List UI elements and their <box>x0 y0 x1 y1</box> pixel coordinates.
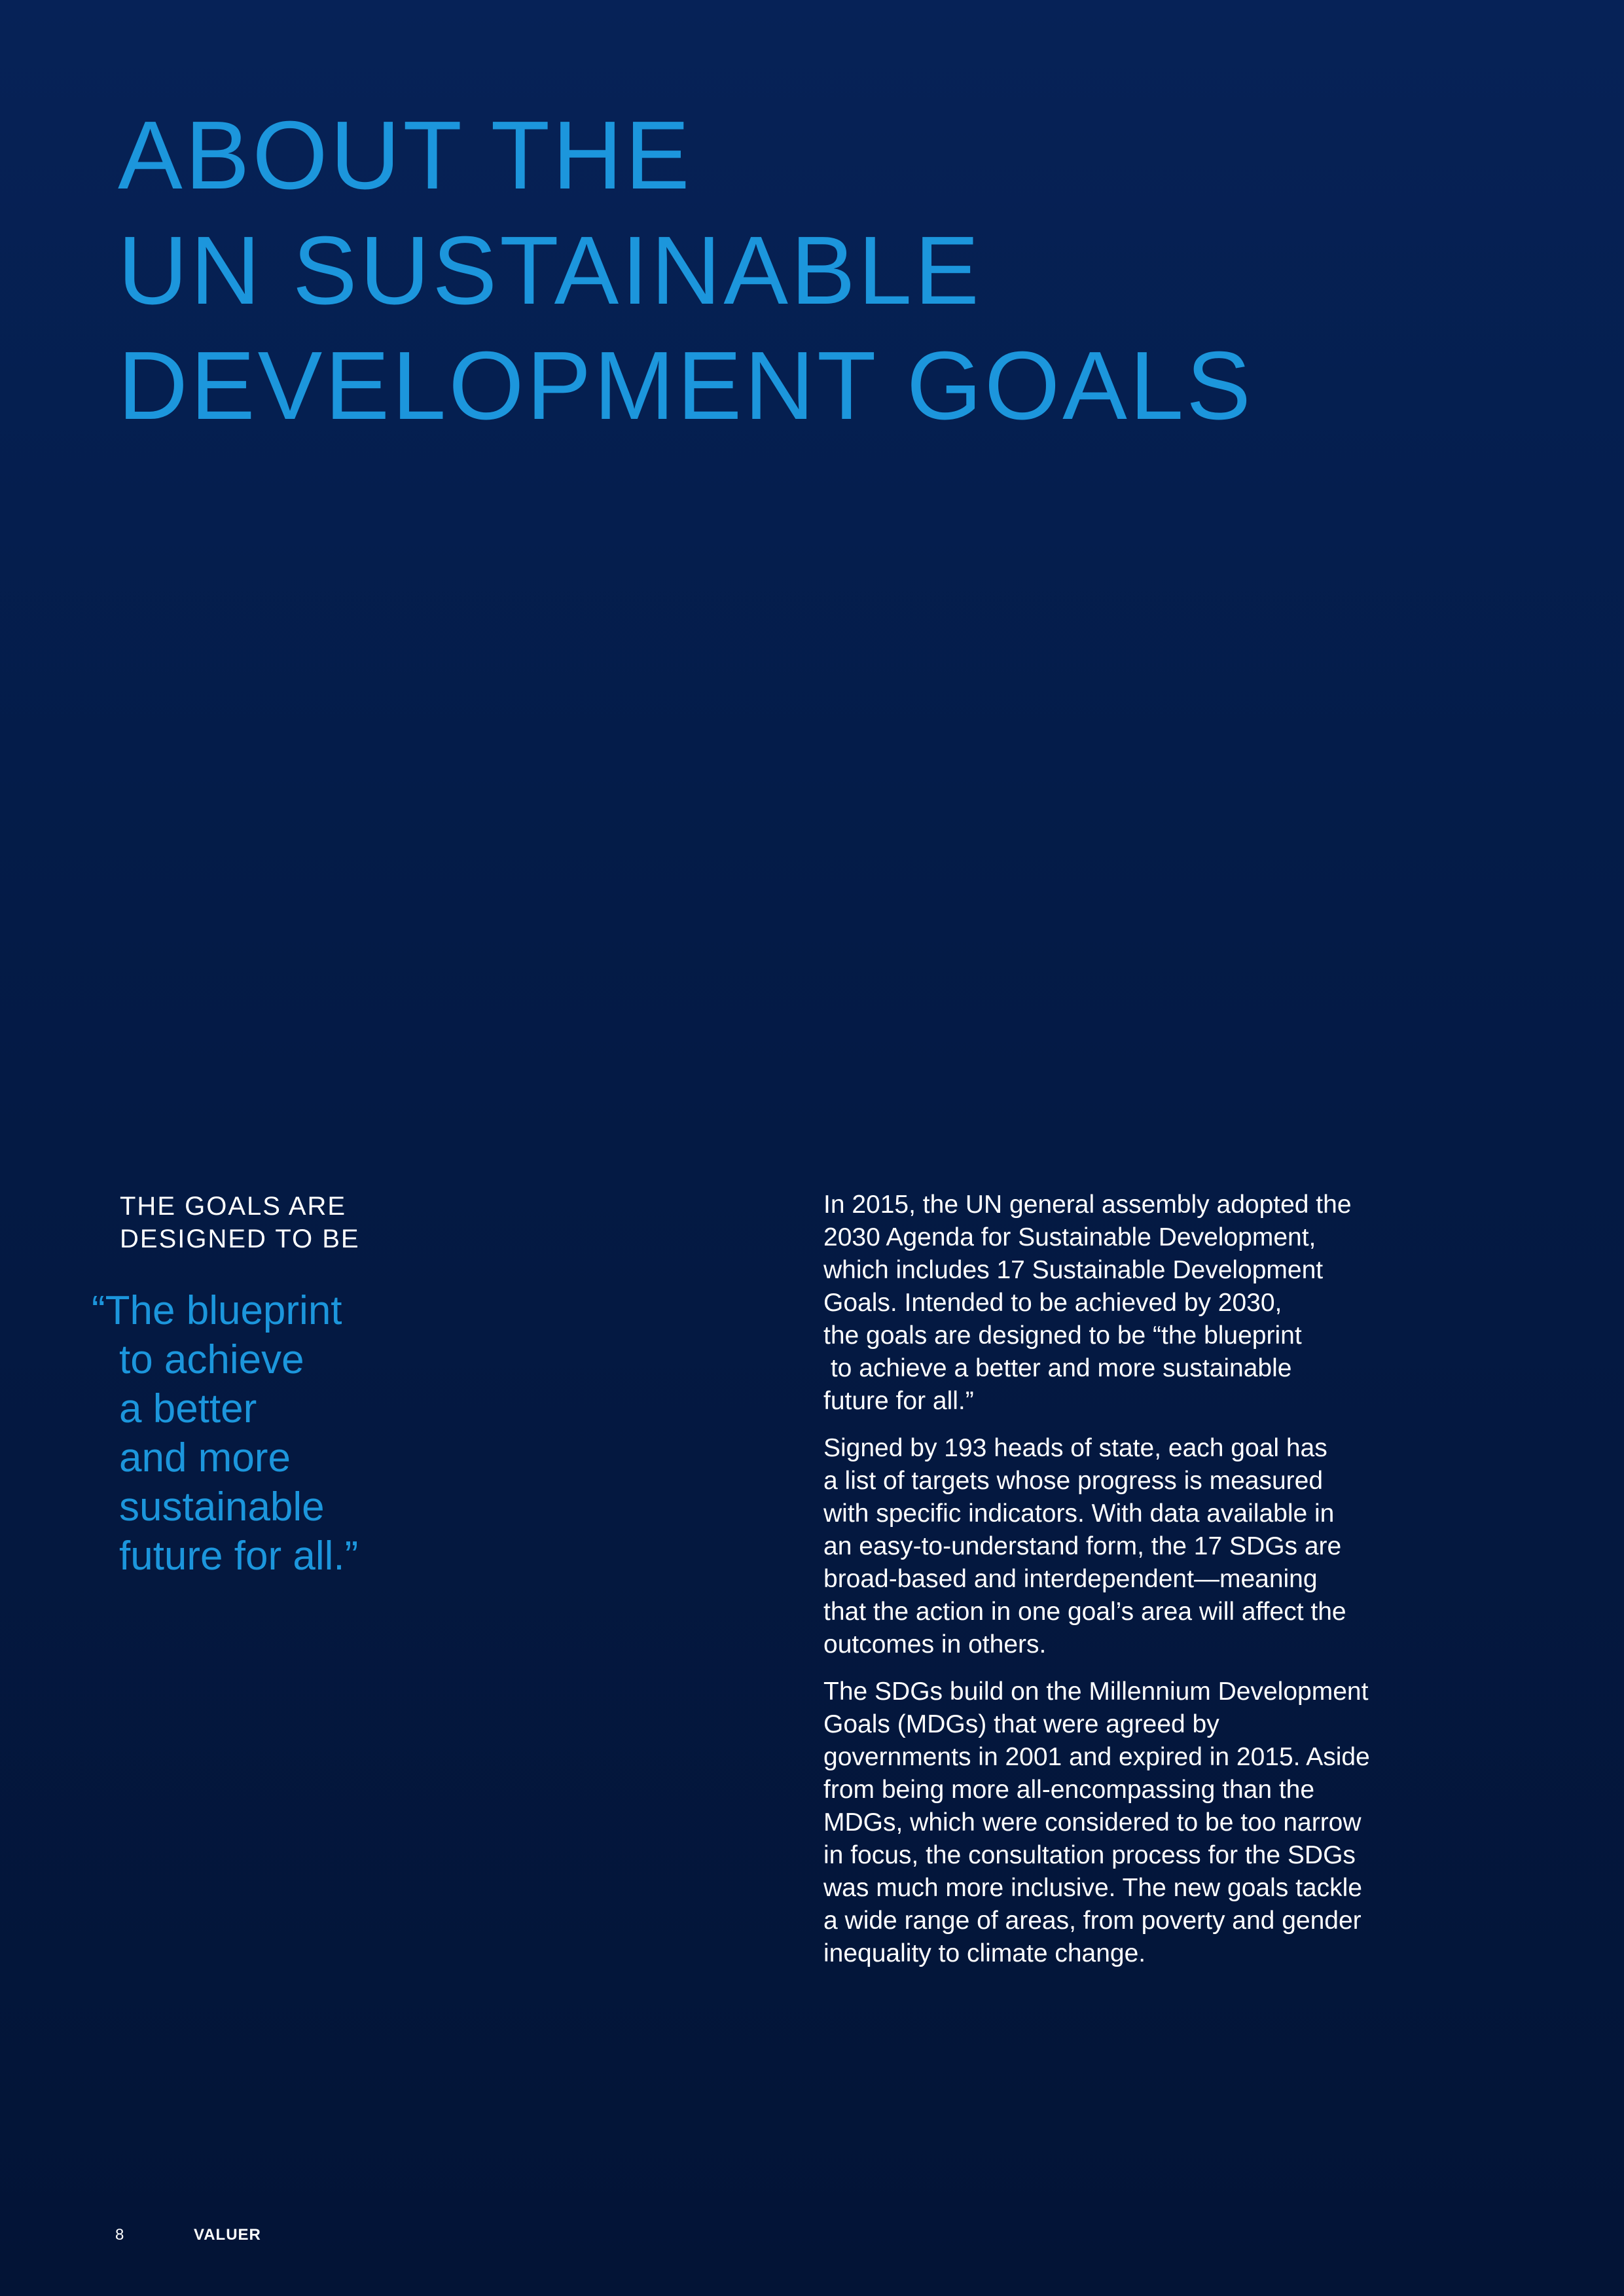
body-line: to achieve a better and more sustainable <box>823 1354 1292 1382</box>
page-number: 8 <box>115 2226 124 2244</box>
pull-quote-line: to achieve <box>119 1337 304 1382</box>
brand-logo: VALUER <box>194 2226 261 2244</box>
body-line: a list of targets whose progress is measured <box>823 1467 1324 1495</box>
body-line: broad-based and interdependent—meaning <box>823 1565 1318 1593</box>
pull-quote-line: and more <box>119 1435 291 1480</box>
pull-quote-line: future for all.” <box>119 1534 359 1579</box>
body-text-column <box>823 1189 1478 1984</box>
body-line: with specific indicators. With data available in <box>823 1499 1335 1528</box>
body-line: outcomes in others. <box>823 1630 1047 1659</box>
kicker-line: DESIGNED TO BE <box>120 1225 360 1253</box>
pull-quote-line: sustainable <box>119 1484 325 1530</box>
body-line: MDGs, which were considered to be too narrow <box>823 1808 1362 1837</box>
title-line: DEVELOPMENT GOALS <box>118 332 1254 440</box>
kicker-line: THE GOALS ARE <box>120 1192 347 1221</box>
body-line: the goals are designed to be “the blueprint <box>823 1321 1302 1350</box>
body-line: from being more all-encompassing than the <box>823 1776 1315 1804</box>
body-line: in focus, the consultation process for the SDGs <box>823 1841 1356 1869</box>
body-line: Goals. Intended to be achieved by 2030, <box>823 1289 1282 1317</box>
title-line: UN SUSTAINABLE <box>118 217 982 325</box>
pull-quote-line: a better <box>119 1386 257 1431</box>
body-paragraph <box>823 1432 1478 1661</box>
body-line: was much more inclusive. The new goals tackle <box>823 1874 1362 1902</box>
body-line: governments in 2001 and expired in 2015. Aside <box>823 1743 1370 1771</box>
pull-quote <box>92 1286 358 1581</box>
body-line: 2030 Agenda for Sustainable Development, <box>823 1223 1316 1251</box>
body-line: Signed by 193 heads of state, each goal has <box>823 1434 1327 1462</box>
body-paragraph <box>823 1189 1478 1418</box>
body-paragraph <box>823 1676 1478 1970</box>
page-title <box>118 98 1254 444</box>
title-line: ABOUT THE <box>118 101 693 209</box>
body-line: Goals (MDGs) that were agreed by <box>823 1710 1219 1738</box>
body-line: an easy-to-understand form, the 17 SDGs are <box>823 1532 1342 1560</box>
body-line: inequality to climate change. <box>823 1939 1146 1967</box>
quote-kicker <box>120 1190 360 1255</box>
body-line: future for all.” <box>823 1387 974 1415</box>
body-line: which includes 17 Sustainable Development <box>823 1256 1324 1284</box>
pull-quote-line: “The blueprint <box>92 1288 342 1333</box>
body-line: that the action in one goal’s area will affect the <box>823 1598 1346 1626</box>
body-line: The SDGs build on the Millennium Development <box>823 1677 1369 1706</box>
body-line: In 2015, the UN general assembly adopted the <box>823 1191 1352 1219</box>
body-line: a wide range of areas, from poverty and gender <box>823 1907 1362 1935</box>
